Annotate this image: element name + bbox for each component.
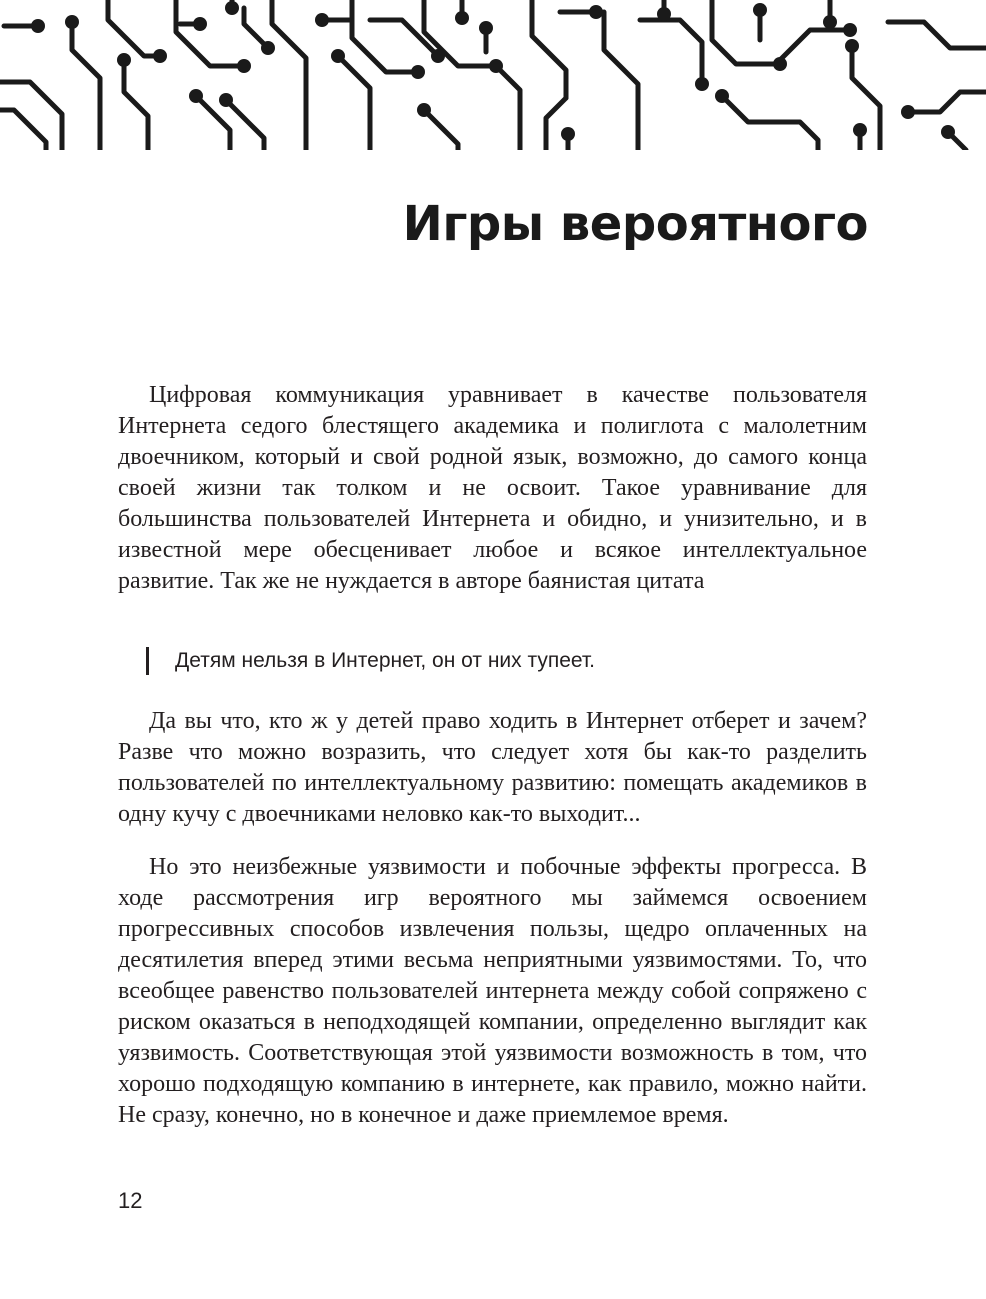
paragraph-2: Да вы что, кто ж у детей право ходить в Интернет отберет и зачем? Разве что можно возразить, что следует хотя бы как-то разделить пользователей по интеллектуальному развитию: помещать академиков в одну кучу с двоечниками неловко как-то выходит...	[118, 708, 867, 827]
paragraph-3: Но это неизбежные уязвимости и побочные эффекты прогресса. В ходе рассмотрения игр вероятного мы займемся освоением прогрессивных способов извлечения пользы, щедро оплаченных на десятилетия вперед этими весьма неприятными уязвимостями. То, что всеобщее равенство пользователей интернета между собой сопряжено с риском оказаться в неподходящей компании, определенно выглядит как уязвимость. Соответствующая этой уязвимости возможность в том, что хорошо подходящую компанию в интернете, как правило, можно найти. Не сразу, конечно, но в конечное и даже приемлемое время.	[118, 854, 867, 1128]
epigraph-quote: Детям нельзя в Интернет, он от них тупеет.	[146, 647, 595, 675]
circuit-board-icon	[0, 0, 986, 150]
page-number: 12	[118, 1188, 143, 1213]
chapter-title: Игры вероятного	[402, 196, 868, 252]
paragraph-1: Цифровая коммуникация уравнивает в качестве пользователя Интернета седого блестящего академика и полиглота с малолетним двоечником, который и свой родной язык, возможно, до самого конца своей жизни так толком и не освоит. Такое уравнивание для большинства пользователей Интернета и обидно, и унизительно, и в известной мере обесценивает любое и всякое интеллектуальное развитие. Так же не нуждается в авторе баянистая цитата	[118, 382, 867, 594]
